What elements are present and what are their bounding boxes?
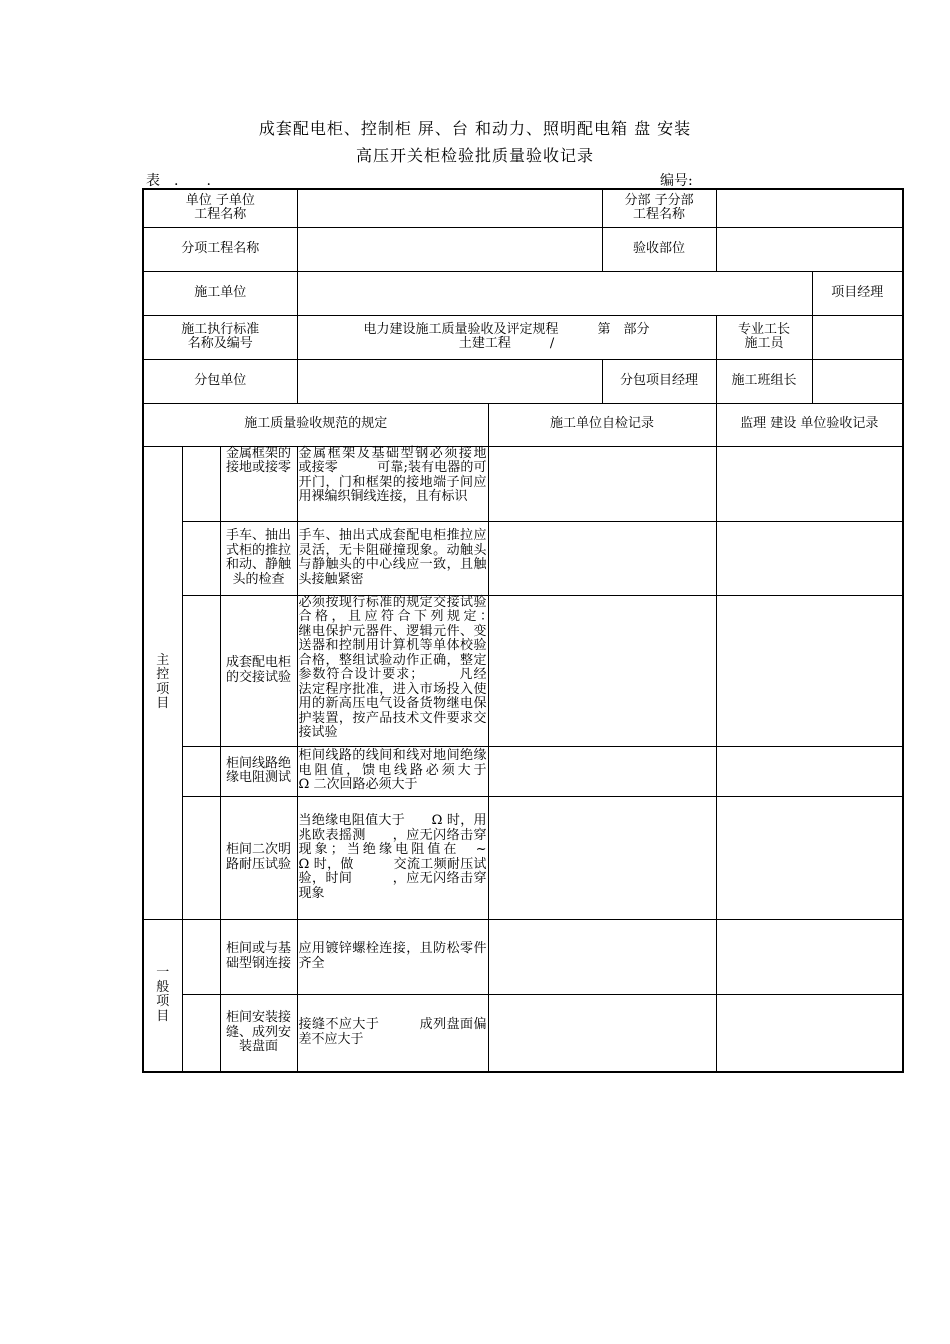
- unit-name-label-1: 单位 子单位: [185, 192, 255, 208]
- sub-unit-label-2: 工程名称: [633, 207, 686, 223]
- foreman-label-1: 专业工长: [738, 321, 791, 337]
- serial-number-label: 编号:: [660, 173, 693, 189]
- general-group-label: [143, 919, 182, 1072]
- unit-name-label: [143, 189, 297, 227]
- item-requirement: 当绝缘电阻值大于 Ω 时，用 兆欧表摇测 ，应无闪络击穿现象；当绝缘电阻值在 ~ Ω 时，做 交流工频耐压试验，时间 ，应无闪络击穿现象: [297, 796, 488, 919]
- standard-label: [143, 315, 297, 359]
- sub-unit-label: [602, 189, 716, 227]
- unit-name-label-2: 工程名称: [194, 207, 247, 223]
- subcontract-unit-value[interactable]: [297, 359, 602, 403]
- standard-label-1: 施工执行标准: [181, 321, 260, 337]
- item-requirement: 金属框架及基础型钢必须接地 或接零 可靠;装有电器的可开门，门和框架的接地端子间应用裸编织铜线连接，且有标识: [297, 446, 488, 521]
- item-requirement: 手车、抽出式成套配电柜推拉应灵活，无卡阻碰撞现象。动触头与静触头的中心线应一致，且触头接触紧密: [297, 521, 488, 595]
- self-check-cell[interactable]: [488, 919, 716, 994]
- main-item-row: [143, 446, 903, 521]
- item-name-label: 分项工程名称: [143, 227, 297, 271]
- team-leader-label: 施工班组长: [716, 359, 812, 403]
- standard-value-2: 土建工程 /: [458, 336, 555, 351]
- item-name: 柜间或与基础型钢连接: [220, 919, 297, 994]
- item-requirement: 应用镀锌螺栓连接，且防松零件齐全: [297, 919, 488, 994]
- acceptance-part-label: 验收部位: [602, 227, 716, 271]
- acceptance-part-value[interactable]: [716, 227, 903, 271]
- main-group-text: 主 控 项 目: [156, 652, 170, 711]
- info-row-subcontract: [143, 359, 903, 403]
- construction-unit-label: 施工单位: [143, 271, 297, 315]
- general-item-row: [143, 919, 903, 994]
- project-manager-label: 项目经理: [812, 271, 903, 315]
- item-name: 成套配电柜的交接试验: [220, 595, 297, 746]
- foreman-value[interactable]: [812, 315, 903, 359]
- foreman-label: [716, 315, 812, 359]
- info-row-unit: [143, 189, 903, 227]
- item-index-cell: [182, 994, 220, 1072]
- main-item-row: [143, 746, 903, 796]
- title-line-2: 高压开关柜检验批质量验收记录: [355, 146, 594, 165]
- main-item-row: [143, 595, 903, 746]
- item-index-cell: [182, 521, 220, 595]
- unit-name-value[interactable]: [297, 189, 602, 227]
- item-requirement: 柜间线路的线间和线对地间绝缘电阻值，馈电线路必须大于 Ω 二次回路必须大于: [297, 746, 488, 796]
- item-requirement: 必须按现行标准的规定交接试验合格，且应符合下列规定： 继电保护元器件、逻辑元件、变送器和控制用计算机等单体校验合格，整组试验动作正确，整定参数符合设计要求； 凡经法定程序批准，进入市场投入使用的新高压电气设备货物继电保护装置，按产品技术文件要求交接试验: [297, 595, 488, 746]
- main-item-row: [143, 521, 903, 595]
- supervision-cell[interactable]: [716, 994, 903, 1072]
- info-row-construction: [143, 271, 903, 315]
- supervision-cell[interactable]: [716, 796, 903, 919]
- item-name-value[interactable]: [297, 227, 602, 271]
- item-index-cell: [182, 746, 220, 796]
- standard-label-2: 名称及编号: [187, 336, 253, 351]
- general-group-text: 一 般 项 目: [156, 965, 170, 1024]
- item-index-cell: [182, 919, 220, 994]
- item-name: 手车、抽出式柜的推拉和动、静触头的检查: [220, 521, 297, 595]
- item-name: 柜间线路绝缘电阻测试: [220, 746, 297, 796]
- supervision-cell[interactable]: [716, 595, 903, 746]
- title-line-1: 成套配电柜、控制柜 屏、台 和动力、照明配电箱 盘 安装: [258, 119, 692, 138]
- supervision-cell[interactable]: [716, 521, 903, 595]
- table-number-label: 表 . .: [146, 173, 211, 189]
- main-group-label: [143, 446, 182, 919]
- foreman-label-2: 施工员: [744, 336, 784, 351]
- standard-value-1: 电力建设施工质量验收及评定规程 第 部分: [363, 321, 650, 337]
- item-requirement: 接缝不应大于 成列盘面偏差不应大于: [297, 994, 488, 1072]
- self-check-cell[interactable]: [488, 595, 716, 746]
- sub-unit-label-1: 分部 子分部: [624, 192, 694, 208]
- subcontract-unit-label: 分包单位: [143, 359, 297, 403]
- supervision-cell[interactable]: [716, 746, 903, 796]
- self-check-column-header: 施工单位自检记录: [488, 403, 716, 446]
- team-leader-value[interactable]: [812, 359, 903, 403]
- info-row-standard: [143, 315, 903, 359]
- item-name: 柜间二次明路耐压试验: [220, 796, 297, 919]
- spec-column-header: 施工质量验收规范的规定: [143, 403, 488, 446]
- self-check-cell[interactable]: [488, 521, 716, 595]
- self-check-cell[interactable]: [488, 746, 716, 796]
- item-index-cell: [182, 796, 220, 919]
- item-index-cell: [182, 446, 220, 521]
- construction-unit-value[interactable]: [297, 271, 812, 315]
- self-check-cell[interactable]: [488, 446, 716, 521]
- item-name: 柜间安装接缝、成列安装盘面: [220, 994, 297, 1072]
- subcontract-pm-label: 分包项目经理: [602, 359, 716, 403]
- general-item-row: [143, 994, 903, 1072]
- supervision-cell[interactable]: [716, 919, 903, 994]
- sub-unit-value[interactable]: [716, 189, 903, 227]
- supervision-cell[interactable]: [716, 446, 903, 521]
- item-index-cell: [182, 595, 220, 746]
- inspection-record-table: [142, 188, 904, 1073]
- column-header-row: [143, 403, 903, 446]
- standard-value: [297, 315, 716, 359]
- item-name: 金属框架的接地或接零: [220, 446, 297, 521]
- self-check-cell[interactable]: [488, 994, 716, 1072]
- main-item-row: [143, 796, 903, 919]
- supervision-column-header: 监理 建设 单位验收记录: [716, 403, 903, 446]
- info-row-item: [143, 227, 903, 271]
